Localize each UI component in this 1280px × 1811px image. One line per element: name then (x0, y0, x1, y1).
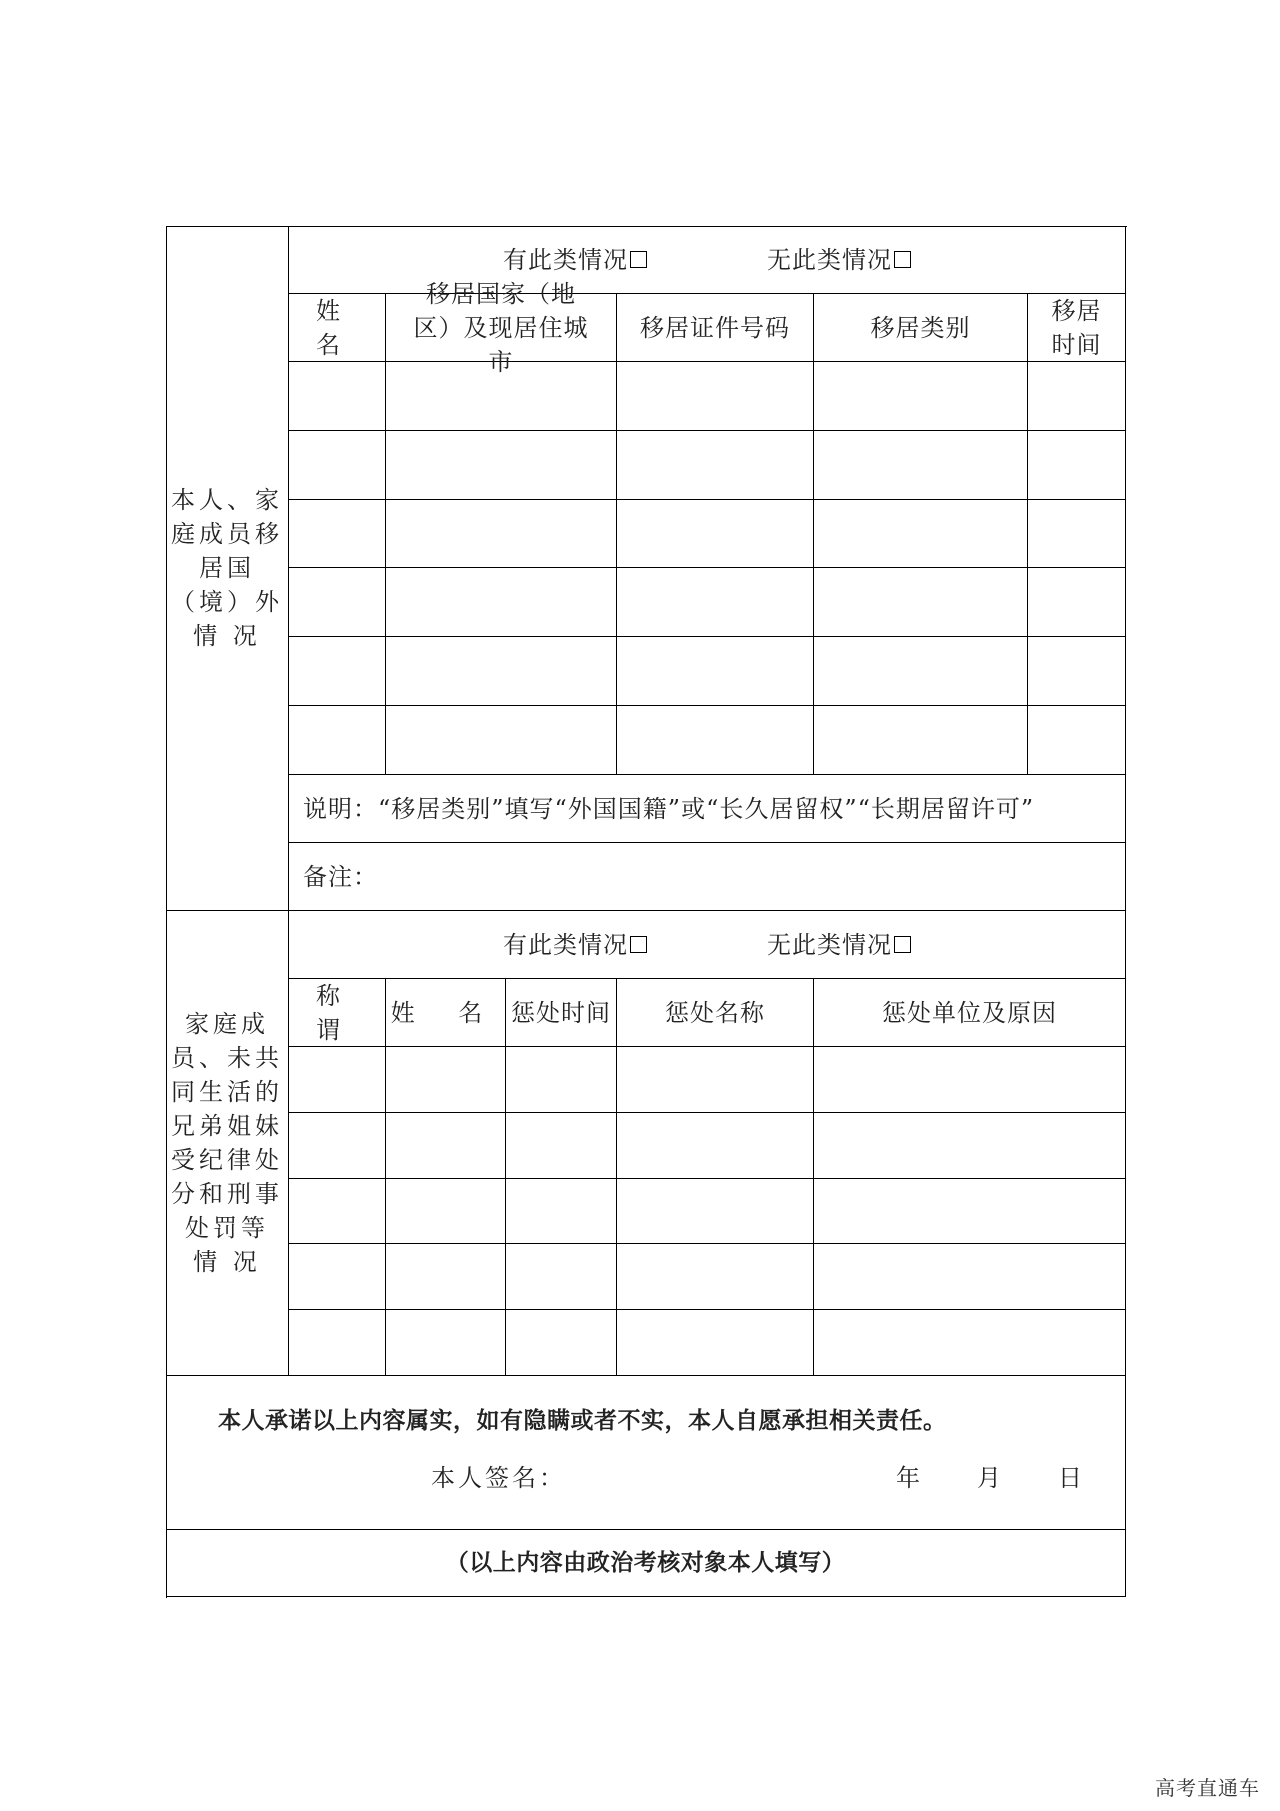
section_b-cell[interactable] (386, 1244, 506, 1310)
section_a-cell[interactable] (814, 500, 1028, 569)
section_b-cell[interactable] (506, 1179, 617, 1245)
header-name: 姓 名 (386, 979, 506, 1047)
section_a-cell[interactable] (1028, 568, 1126, 637)
section_a-cell[interactable] (1028, 706, 1126, 775)
section_a-cell[interactable] (289, 500, 386, 569)
status-yes-checkbox[interactable] (630, 936, 647, 953)
month-label: 月 (977, 1464, 1002, 1492)
section_a-cell[interactable] (289, 431, 386, 500)
section_b-cell[interactable] (814, 1113, 1126, 1179)
section_a-cell[interactable] (1028, 431, 1126, 500)
status-no-label: 无此类情况 (767, 245, 892, 274)
section_a-cell[interactable] (617, 362, 814, 431)
section_b-cell[interactable] (506, 1244, 617, 1310)
section_a-cell[interactable] (289, 568, 386, 637)
header-country-city: 移居国家（地区）及现居住城市 (386, 294, 617, 362)
section_b-cell[interactable] (617, 1179, 814, 1245)
section_b-cell[interactable] (617, 1047, 814, 1113)
section_b-cell[interactable] (386, 1310, 506, 1376)
footer-note: （以上内容由政治考核对象本人填写） (166, 1530, 1126, 1597)
section_a-cell[interactable] (289, 362, 386, 431)
section_a-cell[interactable] (617, 500, 814, 569)
section_b-cell[interactable] (814, 1310, 1126, 1376)
section_a-cell[interactable] (814, 706, 1028, 775)
status-no-label: 无此类情况 (767, 930, 892, 959)
section_a-cell[interactable] (617, 706, 814, 775)
section_a-cell[interactable] (386, 706, 617, 775)
section_a-cell[interactable] (386, 362, 617, 431)
header-penalty-time: 惩处时间 (506, 979, 617, 1047)
year-label: 年 (896, 1464, 921, 1492)
section_b-cell[interactable] (289, 1310, 386, 1376)
section_b-cell[interactable] (617, 1113, 814, 1179)
section_b-cell[interactable] (289, 1113, 386, 1179)
section_a-cell[interactable] (386, 637, 617, 706)
section_a-cell[interactable] (386, 500, 617, 569)
section_a-cell[interactable] (617, 637, 814, 706)
status-yes-label: 有此类情况 (503, 930, 628, 959)
status-yes-checkbox[interactable] (630, 251, 647, 268)
section_b-cell[interactable] (289, 1047, 386, 1113)
section_b-cell[interactable] (289, 1179, 386, 1245)
signature-label: 本人签名： (431, 1464, 566, 1492)
watermark: 高考直通车 (1155, 1776, 1260, 1800)
section_a-cell[interactable] (1028, 637, 1126, 706)
section_b-cell[interactable] (814, 1179, 1126, 1245)
section_b-cell[interactable] (814, 1244, 1126, 1310)
promise-statement: 本人承诺以上内容属实，如有隐瞒或者不实，本人自愿承担相关责任。 (218, 1408, 947, 1434)
section_a-cell[interactable] (1028, 362, 1126, 431)
section-b-status-row (289, 911, 1126, 979)
section_b-cell[interactable] (617, 1244, 814, 1310)
day-label: 日 (1058, 1464, 1083, 1492)
section_a-cell[interactable] (814, 362, 1028, 431)
promise-block (166, 1376, 1126, 1530)
section_a-cell[interactable] (1028, 500, 1126, 569)
section-b-label: 家庭成员、未共同生活的兄弟姐妹受纪律处分和刑事处罚等 情 况 (166, 911, 289, 1376)
section_a-cell[interactable] (617, 431, 814, 500)
status-no-checkbox[interactable] (894, 936, 911, 953)
section_b-cell[interactable] (814, 1047, 1126, 1113)
header-penalty-unit-reason: 惩处单位及原因 (814, 979, 1126, 1047)
section_a-cell[interactable] (289, 637, 386, 706)
remark-row[interactable]: 备注： (289, 843, 1126, 911)
date-fields (896, 1461, 1083, 1495)
header-relation: 称 谓 (289, 979, 386, 1047)
section_a-cell[interactable] (386, 431, 617, 500)
section_b-cell[interactable] (386, 1113, 506, 1179)
note-row: 说明：“移居类别”填写“外国国籍”或“长久居留权”“长期居留许可” (289, 775, 1126, 843)
section_b-cell[interactable] (506, 1047, 617, 1113)
header-document-number: 移居证件号码 (617, 294, 814, 362)
section_a-cell[interactable] (814, 637, 1028, 706)
section_b-cell[interactable] (289, 1244, 386, 1310)
section_a-cell[interactable] (814, 568, 1028, 637)
section_a-cell[interactable] (617, 568, 814, 637)
section_a-cell[interactable] (814, 431, 1028, 500)
section_b-cell[interactable] (617, 1310, 814, 1376)
header-name: 姓 名 (289, 294, 386, 362)
header-migration-type: 移居类别 (814, 294, 1028, 362)
section_a-cell[interactable] (386, 568, 617, 637)
section-a-label: 本人、家庭成员移居国（境）外 情 况 (166, 226, 289, 911)
section_b-cell[interactable] (386, 1047, 506, 1113)
section_a-cell[interactable] (289, 706, 386, 775)
header-migration-time: 移居时间 (1028, 294, 1126, 362)
section_b-cell[interactable] (506, 1310, 617, 1376)
status-yes-label: 有此类情况 (503, 245, 628, 274)
section_b-cell[interactable] (386, 1179, 506, 1245)
status-no-checkbox[interactable] (894, 251, 911, 268)
section_b-cell[interactable] (506, 1113, 617, 1179)
header-penalty-name: 惩处名称 (617, 979, 814, 1047)
